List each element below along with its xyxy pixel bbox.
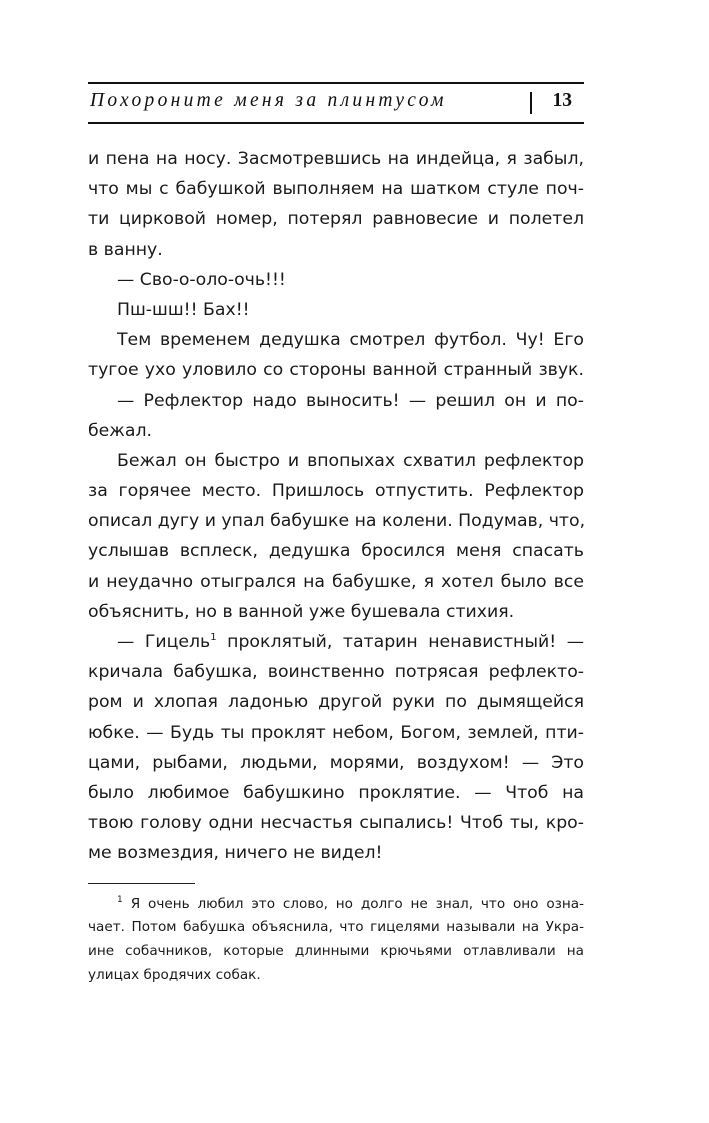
text-line: цами, рыбами, людьми, морями, воздухом! — Это <box>88 752 584 773</box>
text-line: что мы с бабушкой выполняем на шатком стуле поч- <box>88 179 584 200</box>
text-line: и пена на носу. Засмотревшись на индейца, я забыл, <box>88 149 584 169</box>
text-line: Пш-шш!! Бах!! <box>117 299 250 320</box>
footnote-line: улицах бродячих собак. <box>88 966 261 983</box>
text-line: описал дугу и упал бабушке на колени. Подумав, что, <box>88 511 586 532</box>
footnote-text: Я очень любил это слово, но долго не знал, что оно озна- <box>130 895 584 912</box>
text-fragment: — Гицель <box>117 632 211 652</box>
text-line-with-footnote <box>88 627 584 657</box>
text-line: за горячее место. Пришлось отпустить. Рефлектор <box>88 481 584 502</box>
book-page <box>88 82 584 988</box>
text-line: твою голову одни несчастья сыпались! Чтоб ты, кро- <box>88 813 584 834</box>
footnote-mark: 1 <box>117 894 123 905</box>
footnote-line <box>88 893 584 917</box>
footnote-reference[interactable]: 1 <box>210 632 217 643</box>
text-fragment: проклятый, татарин ненавистный! — <box>216 632 584 652</box>
text-line: ме возмездия, ничего не видел! <box>88 843 383 864</box>
text-line: и неудачно отыгрался на бабушке, я хотел было все <box>88 571 584 592</box>
footnote-line: ине собачников, которые длинными крючьями отлавливали на <box>88 943 584 960</box>
text-line: Тем временем дедушка смотрел футбол. Чу! Его <box>117 330 584 351</box>
footnote-rule <box>88 883 195 884</box>
running-header <box>88 82 584 124</box>
text-line: объяснить, но в ванной уже бушевала стихия. <box>88 601 515 622</box>
footnote <box>88 893 584 988</box>
text-line: Бежал он быстро и впопыхах схватил рефлектор <box>117 450 584 471</box>
text-line: кричала бабушка, воинственно потрясая рефлекто- <box>88 662 584 683</box>
text-line: — Рефлектор надо выносить! — решил он и по- <box>117 390 584 411</box>
text-line: было любимое бабушкино проклятие. — Чтоб на <box>88 782 584 803</box>
header-divider <box>530 92 532 114</box>
text-line: — Сво-о-оло-очь!!! <box>117 269 286 290</box>
text-line: бежал. <box>88 420 152 441</box>
text-line: в ванну. <box>88 239 163 260</box>
text-line: услышав всплеск, дедушка бросился меня спасать <box>88 541 584 562</box>
footnote-line: чает. Потом бабушка объяснила, что гицелями называли на Укра- <box>88 919 584 936</box>
text-line: тугое ухо уловило со стороны ванной странный звук. <box>88 360 584 381</box>
text-line: ти цирковой номер, потерял равновесие и полетел <box>88 209 584 230</box>
running-title: Похороните меня за плинтусом <box>90 90 447 111</box>
text-line: ром и хлопая ладонью другой руки по дымящейся <box>88 692 584 713</box>
page-number: 13 <box>552 90 572 111</box>
text-line: юбке. — Будь ты проклят небом, Богом, землей, пти- <box>88 722 584 743</box>
body-text <box>88 144 584 869</box>
